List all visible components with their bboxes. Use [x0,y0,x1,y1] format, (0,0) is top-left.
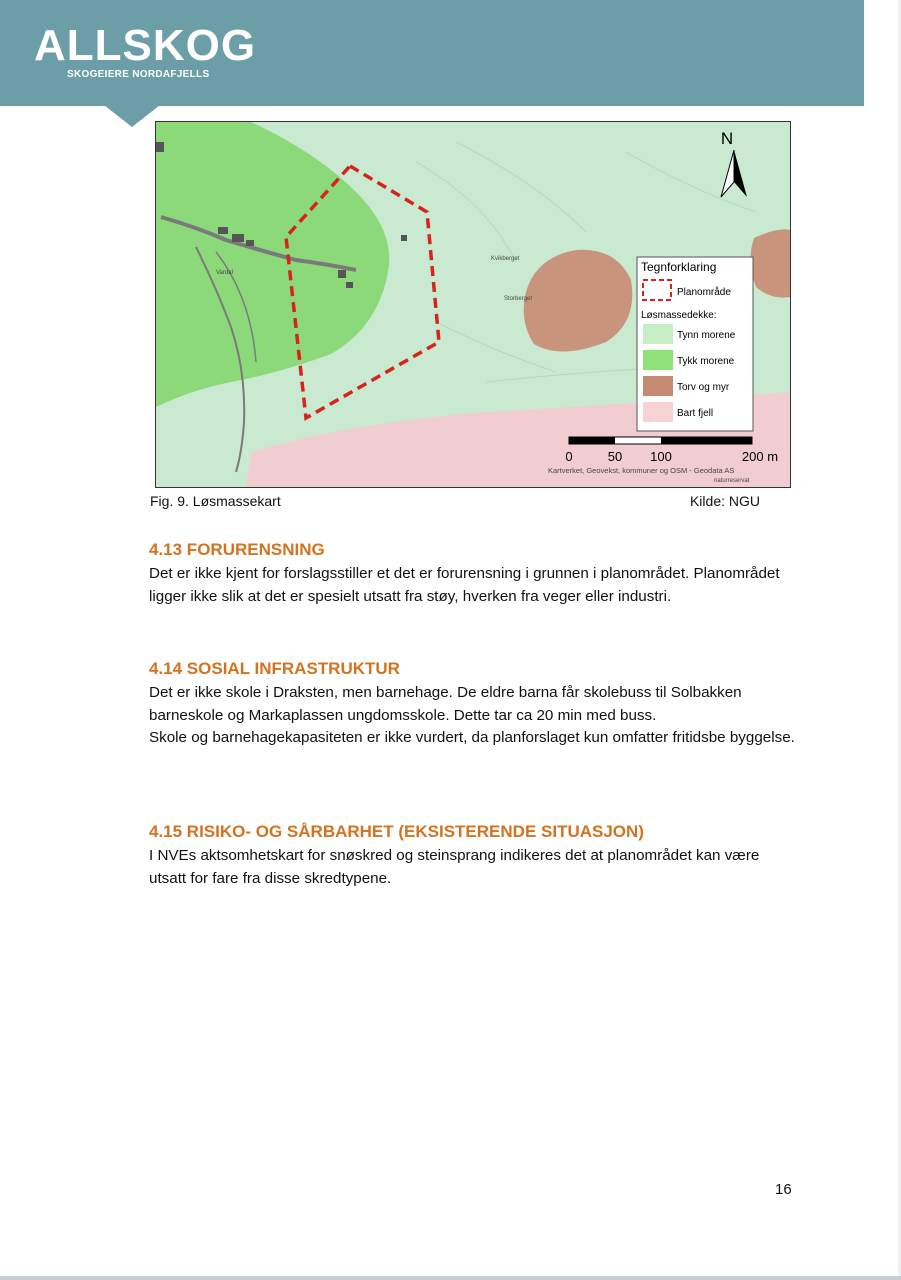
logo-subtitle: SKOGEIERE NORDAFJELLS [67,69,210,80]
legend-label-thick-moraine: Tykk morene [677,356,735,367]
page-number: 16 [775,1181,792,1198]
place-label-naturreservat: naturreservat [714,478,750,484]
figure-caption: Fig. 9. Løsmassekart [150,493,281,509]
header-notch [104,105,160,127]
place-label-storberget: Storberget [504,296,533,302]
legend-swatch-thin-moraine [643,324,673,344]
scale-tick-0: 0 [565,449,573,464]
section-paragraph: Det er ikke skole i Draksten, men barnehage. De eldre barna får skolebuss til Solbakken barneskole og Markaplassen ungdomsskole. Dette tar ca 20 min med buss. [149,684,742,724]
section-paragraph: Det er ikke kjent for forslagsstiller et det er forurensning i grunnen i planområdet. Planområdet ligger ikke slik at det er spesielt utsatt fra støy, hverken fra veger eller industri. [149,565,780,605]
scale-tick-50: 50 [607,449,623,464]
section-forurensning [149,539,799,608]
figure-source: Kilde: NGU [689,493,760,509]
section-paragraph: Skole og barnehagekapasiteten er ikke vurdert, da planforslaget kun omfatter fritidsbe byggelse. [149,729,795,746]
scale-tick-200m: 200 m [741,449,779,464]
legend-label-bare-rock: Bart fjell [677,408,714,419]
legend-swatch-peat-bog [643,376,673,396]
scale-tick-100: 100 [650,449,672,464]
soil-map [155,121,791,488]
legend-swatch-thick-moraine [643,350,673,370]
section-title: 4.14 SOSIAL INFRASTRUKTUR [149,659,400,678]
map-attribution: Kartverket, Geovekst, kommuner og OSM - Geodata AS [548,466,735,475]
place-label-kvikberget: Kvikberget [491,256,520,262]
legend-label-thin-moraine: Tynn morene [677,330,736,341]
svg-text:N: N [720,129,734,148]
section-title: 4.13 FORURENSNING [149,540,325,559]
legend-plan-area-label: Planområde [677,287,731,298]
logo-text: ALLSKOG [34,21,257,70]
legend-subtitle: Løsmassedekke: [641,310,717,321]
section-risiko-sarbarhet [149,821,799,890]
map-legend [637,257,753,431]
legend-label-peat-bog: Torv og myr [677,382,730,393]
section-title: 4.15 RISIKO- OG SÅRBARHET (EKSISTERENDE SITUASJON) [149,822,644,841]
legend-title: Tegnforklaring [641,260,717,274]
figure-caption-row [150,492,760,510]
legend-swatch-bare-rock [643,402,673,422]
section-sosial-infrastruktur [149,658,799,750]
section-paragraph: I NVEs aktsomhetskart for snøskred og steinsprang indikeres det at planområdet kan være utsatt for fare fra disse skredtypene. [149,847,760,887]
place-label-vardal: Vardal [216,270,233,276]
page-bottom-border [0,1276,901,1280]
